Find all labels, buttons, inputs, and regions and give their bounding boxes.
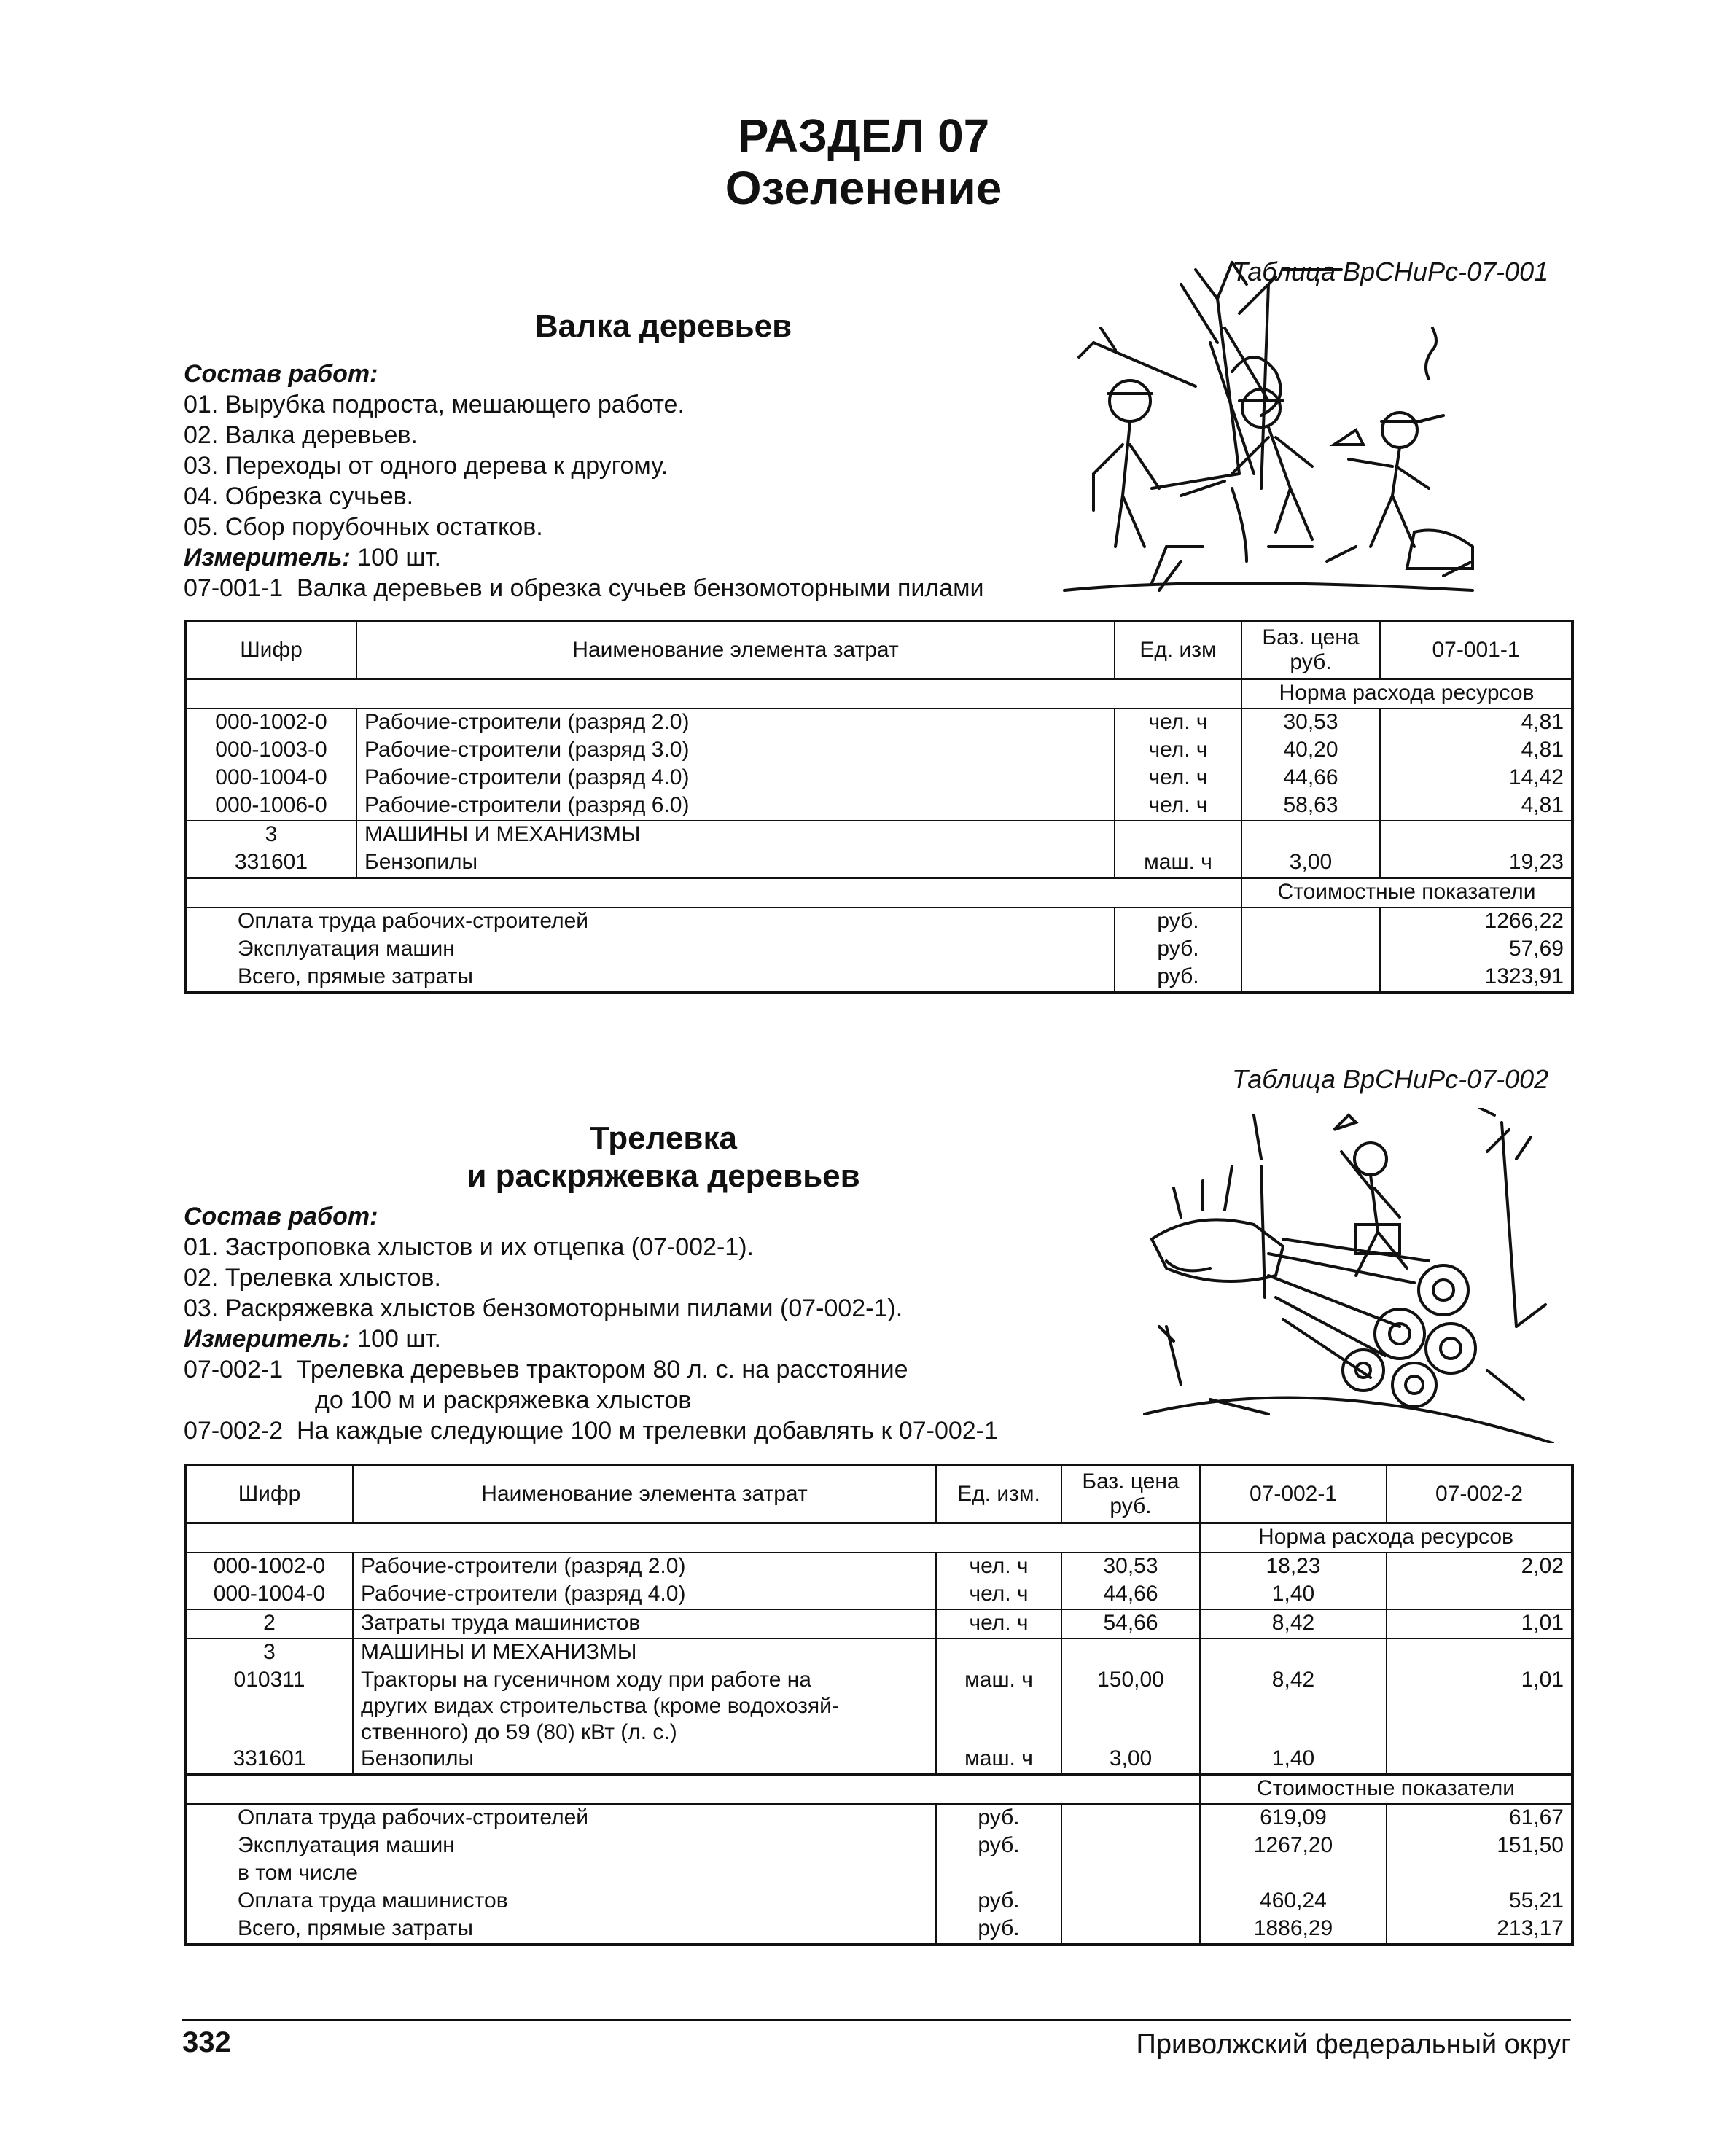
header-code: Шифр: [185, 621, 356, 679]
item-text: Валка деревьев и обрезка сучьев бензомоторными пилами: [297, 574, 984, 602]
table-row: 3 МАШИНЫ И МЕХАНИЗМЫ: [185, 821, 1572, 849]
total-row: в том числе: [185, 1860, 1572, 1888]
section-title: [0, 109, 1727, 214]
footer-divider: [182, 2019, 1571, 2021]
table-row: 000-1003-0 Рабочие-строители (разряд 3.0) чел. ч 40,20 4,81: [185, 737, 1572, 765]
total-row: Эксплуатация машин руб. 1267,20 151,50: [185, 1832, 1572, 1860]
table-row: 331601 Бензопилы маш. ч 3,00 1,40: [185, 1746, 1572, 1775]
header-price: Баз. цена руб.: [1061, 1465, 1200, 1523]
header-code: Шифр: [185, 1465, 353, 1523]
item-code: 07-002-2: [184, 1417, 284, 1445]
header-col2: 07-002-2: [1387, 1465, 1572, 1523]
section-name: Озеленение: [725, 162, 1002, 214]
total-row: Оплата труда рабочих-строителей руб. 1266,22: [185, 907, 1572, 936]
table-ref-1: Таблица ВрСНиРс-07-001: [1232, 257, 1549, 286]
table2-works: [184, 1201, 1277, 1446]
item-line: [184, 1354, 1277, 1385]
table-row: 000-1002-0 Рабочие-строители (разряд 2.0) чел. ч 30,53 18,23 2,02: [185, 1552, 1572, 1581]
work-item: 05. Сбор порубочных остатков.: [184, 513, 543, 541]
cost-heading: Стоимостные показатели: [1241, 878, 1572, 908]
table-row: 000-1002-0 Рабочие-строители (разряд 2.0) чел. ч 30,53 4,81: [185, 708, 1572, 737]
measure-label: Измеритель:: [184, 544, 351, 571]
total-row: Всего, прямые затраты руб. 1323,91: [185, 964, 1572, 993]
table-row: 000-1004-0 Рабочие-строители (разряд 4.0) чел. ч 44,66 1,40: [185, 1581, 1572, 1609]
work-item: 01. Застроповка хлыстов и их отцепка (07-002-1).: [184, 1233, 754, 1261]
cost-table-2: [184, 1464, 1574, 1946]
item-text: На каждые следующие 100 м трелевки добавлять к 07-002-1: [297, 1417, 998, 1445]
work-item: 01. Вырубка подроста, мешающего работе.: [184, 391, 685, 418]
measure-line: [184, 542, 1277, 573]
work-item: 02. Валка деревьев.: [184, 421, 418, 449]
work-item: 03. Переходы от одного дерева к другому.: [184, 452, 668, 480]
total-row: Оплата труда машинистов руб. 460,24 55,21: [185, 1888, 1572, 1915]
cost-heading: Стоимостные показатели: [1200, 1775, 1572, 1805]
table-row: 2 Затраты труда машинистов чел. ч 54,66 8,42 1,01: [185, 1609, 1572, 1639]
header-name: Наименование элемента затрат: [356, 621, 1115, 679]
norm-heading: Норма расхода ресурсов: [1241, 679, 1572, 709]
item-code: 07-002-1: [184, 1356, 284, 1383]
norm-heading: Норма расхода ресурсов: [1200, 1523, 1572, 1553]
item-line: [184, 573, 1277, 604]
item-code: 07-001-1: [184, 574, 284, 602]
measure-line: [184, 1324, 1277, 1354]
works-label: Состав работ:: [184, 360, 378, 388]
page-number: 332: [182, 2026, 231, 2058]
measure-label: Измеритель:: [184, 1325, 351, 1353]
work-item: 03. Раскряжевка хлыстов бензомоторными пилами (07-002-1).: [184, 1294, 903, 1322]
section-number: РАЗДЕЛ 07: [737, 109, 990, 162]
works-label: Состав работ:: [184, 1203, 378, 1230]
measure-value: 100 шт.: [357, 1325, 441, 1353]
item-text: Трелевка деревьев трактором 80 л. с. на расстояние: [297, 1356, 908, 1383]
header-unit: Ед. изм.: [936, 1465, 1061, 1523]
header-name: Наименование элемента затрат: [353, 1465, 936, 1523]
table-row: 331601 Бензопилы маш. ч 3,00 19,23: [185, 849, 1572, 878]
total-row: Всего, прямые затраты руб. 1886,29 213,17: [185, 1915, 1572, 1945]
table2-title-line1: Трелевка: [590, 1120, 737, 1156]
table1-title: Валка деревьев: [534, 308, 792, 344]
table1-works: [184, 359, 1277, 604]
table2-title: [408, 1120, 919, 1195]
item-line-cont: до 100 м и раскряжевка хлыстов: [315, 1386, 692, 1414]
measure-value: 100 шт.: [357, 544, 441, 571]
table-row: 010311 Тракторы на гусеничном ходу при работе на других видах строительства (кроме водохозяй- ственного) до 59 (80) кВт (л. с.) маш. ч 150,00 8,42 1,01: [185, 1667, 1572, 1746]
header-col1: 07-002-1: [1200, 1465, 1387, 1523]
table-row: 000-1006-0 Рабочие-строители (разряд 6.0) чел. ч 58,63 4,81: [185, 792, 1572, 821]
publisher-name: Приволжский федеральный округ: [1136, 2029, 1571, 2060]
header-col1: 07-001-1: [1380, 621, 1572, 679]
table-row: 000-1004-0 Рабочие-строители (разряд 4.0) чел. ч 44,66 14,42: [185, 765, 1572, 792]
header-price: Баз. цена руб.: [1241, 621, 1380, 679]
table-ref-2: Таблица ВрСНиРс-07-002: [1232, 1064, 1549, 1094]
work-item: 04. Обрезка сучьев.: [184, 483, 414, 510]
header-unit: Ед. изм: [1115, 621, 1241, 679]
total-row: Оплата труда рабочих-строителей руб. 619,09 61,67: [185, 1804, 1572, 1832]
item-line: [184, 1415, 1277, 1446]
total-row: Эксплуатация машин руб. 57,69: [185, 936, 1572, 964]
table2-title-line2: и раскряжевка деревьев: [467, 1158, 860, 1194]
table-row: 3 МАШИНЫ И МЕХАНИЗМЫ: [185, 1639, 1572, 1667]
work-item: 02. Трелевка хлыстов.: [184, 1264, 441, 1292]
cost-table-1: [184, 620, 1574, 994]
